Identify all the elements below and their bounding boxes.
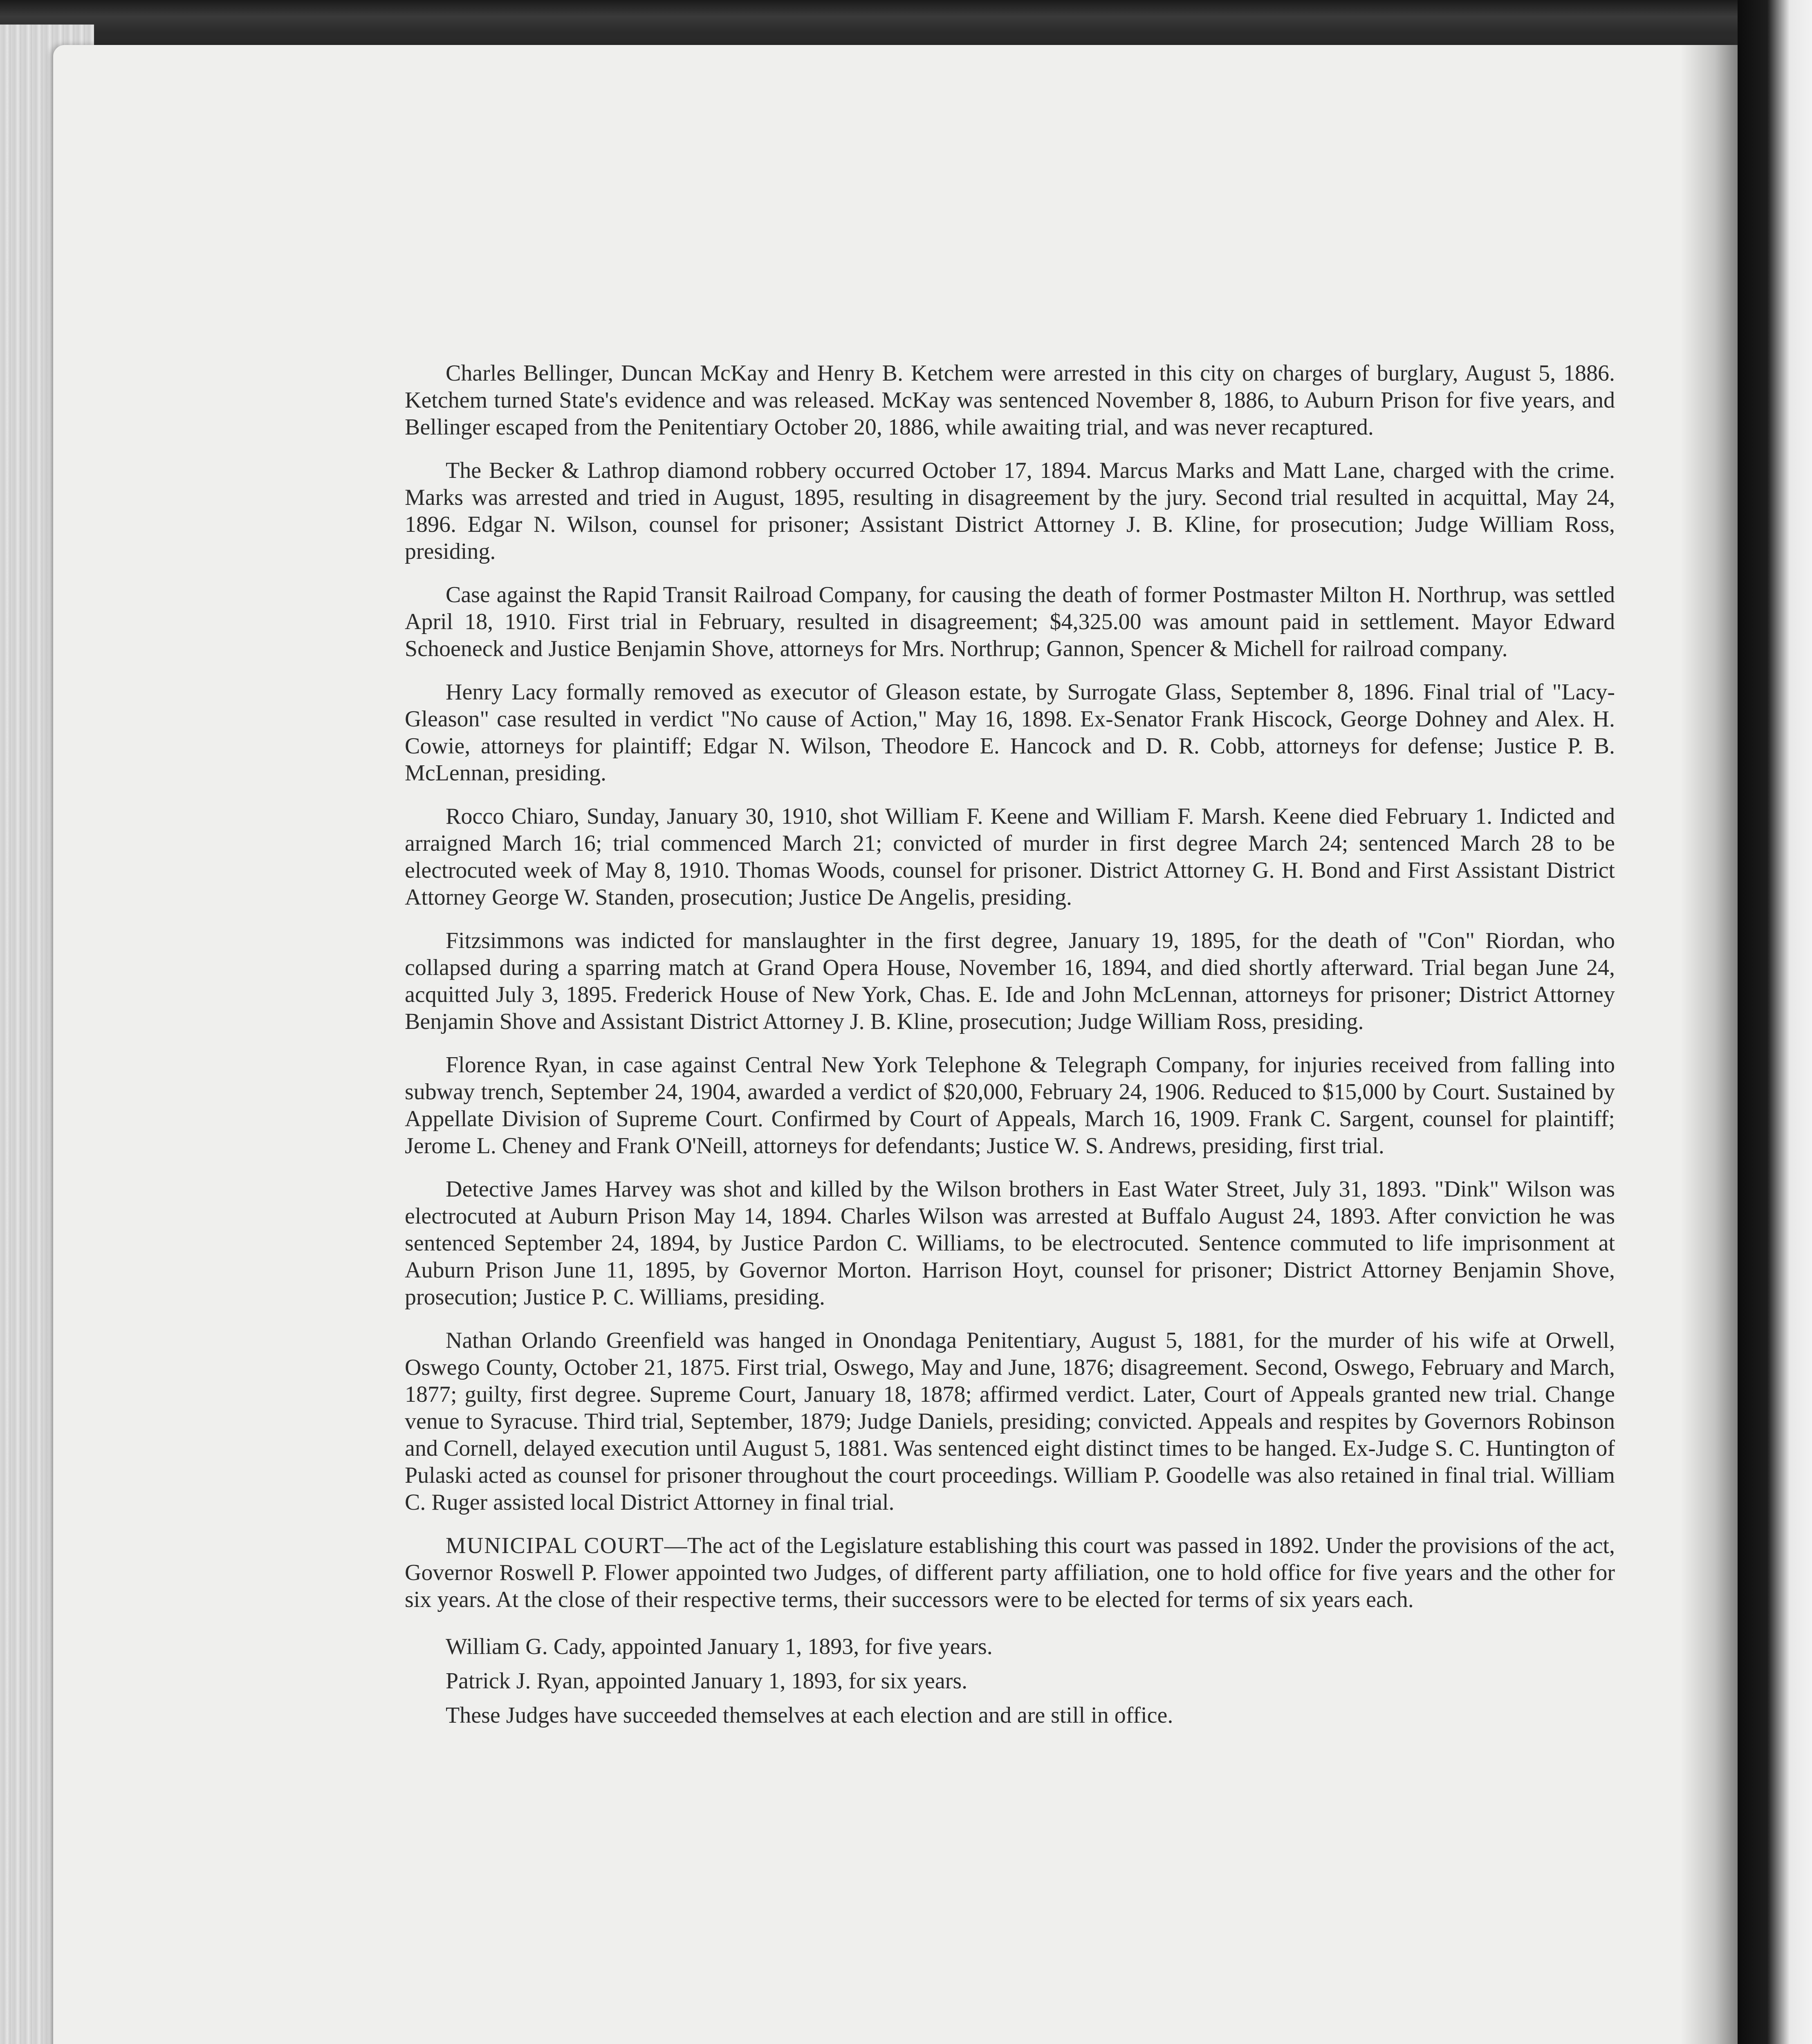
paragraph-greenfield: Nathan Orlando Greenfield was hanged in Onondaga Penitentiary, August 5, 1881, for the murder of his wife at Orwell, Oswego County, October 21, 1875. First trial, Oswego, May and June, 1876; disagreement. Second, Oswego, February and March, 1877; guilty, first degree. Supreme Court, January 18, 1878; affirmed verdict. Later, Court of Appeals granted new trial. Change venue to Syracuse. Third trial, September, 1879; Judge Daniels, presiding; convicted. Appeals and respites by Governors Robinson and Cornell, delayed execution until August 5, 1881. Was sentenced eight distinct times to be hanged. Ex-Judge S. C. Huntington of Pulaski acted as counsel for prisoner throughout the court proceedings. William P. Goodelle was also retained in final trial. William C. Ruger assisted local District Attorney in final trial.	[405, 1328, 1615, 1515]
paragraph-lacy-gleason: Henry Lacy formally removed as executor of Gleason estate, by Surrogate Glass, September 8, 1896. Final trial of "Lacy-Gleason" case resulted in verdict "No cause of Action," May 16, 1898. Ex-Senator Frank Hiscock, George Dohney and Alex. H. Cowie, attorneys for plaintiff; Edgar N. Wilson, Theodore E. Hancock and D. R. Cobb, attorneys for defense; Justice P. B. McLennan, presiding.	[405, 679, 1615, 786]
entry-cady: William G. Cady, appointed January 1, 1893, for five years.	[446, 1634, 993, 1659]
municipal-court-heading: MUNICIPAL COURT	[446, 1533, 664, 1558]
paragraph-municipal-court	[405, 1532, 1615, 1613]
book-spine	[1738, 0, 1812, 2044]
entry-ryan: Patrick J. Ryan, appointed January 1, 1893, for six years.	[446, 1668, 968, 1694]
entry-judges-note: These Judges have succeeded themselves at each election and are still in office.	[446, 1703, 1173, 1728]
paragraph-chiaro: Rocco Chiaro, Sunday, January 30, 1910, shot William F. Keene and William F. Marsh. Keene died February 1. Indicted and arraigned March 16; trial commenced March 21; convicted of murder in first degree March 24; sentenced March 28 to be electrocuted week of May 8, 1910. Thomas Woods, counsel for prisoner. District Attorney G. H. Bond and First Assistant District Attorney George W. Standen, prosecution; Justice De Angelis, presiding.	[405, 804, 1615, 910]
municipal-court-text: —The act of the Legislature establishing this court was passed in 1892. Under the provisions of the act, Governor Roswell P. Flower appointed two Judges, of different party affiliation, one to hold office for five years and the other for six years. At the close of their respective terms, their successors were to be elected for terms of six years each.	[405, 1533, 1615, 1612]
page-body	[405, 360, 1615, 1732]
paragraph-rapid-transit: Case against the Rapid Transit Railroad Company, for causing the death of former Postmaster Milton H. Northrup, was settled April 18, 1910. First trial in February, resulted in disagreement; $4,325.00 was amount paid in settlement. Mayor Edward Schoeneck and Justice Benjamin Shove, attorneys for Mrs. Northrup; Gannon, Spencer & Michell for railroad company.	[405, 582, 1615, 661]
paragraph-harvey: Detective James Harvey was shot and killed by the Wilson brothers in East Water Street, July 31, 1893. "Dink" Wilson was electrocuted at Auburn Prison May 14, 1894. Charles Wilson was arrested at Buffalo August 24, 1893. After conviction he was sentenced September 24, 1894, by Justice Pardon C. Williams, to be electrocuted. Sentence commuted to life imprisonment at Auburn Prison June 11, 1895, by Governor Morton. Harrison Hoyt, counsel for prisoner; District Attorney Benjamin Shove, prosecution; Justice P. C. Williams, presiding.	[405, 1177, 1615, 1310]
page-gutter-shadow	[1680, 45, 1738, 2044]
paragraph-becker-lathrop: The Becker & Lathrop diamond robbery occurred October 17, 1894. Marcus Marks and Matt Lane, charged with the crime. Marks was arrested and tried in August, 1895, resulting in disagreement by the jury. Second trial resulted in acquittal, May 24, 1896. Edgar N. Wilson, counsel for prisoner; Assistant District Attorney J. B. Kline, for prosecution; Judge William Ross, presiding.	[405, 458, 1615, 564]
paragraph-ryan: Florence Ryan, in case against Central New York Telephone & Telegraph Company, for injuries received from falling into subway trench, September 24, 1904, awarded a verdict of $20,000, February 24, 1906. Reduced to $15,000 by Court. Sustained by Appellate Division of Supreme Court. Confirmed by Court of Appeals, March 16, 1909. Frank C. Sargent, counsel for plaintiff; Jerome L. Cheney and Frank O'Neill, attorneys for defendants; Justice W. S. Andrews, presiding, first trial.	[405, 1052, 1615, 1159]
paragraph-fitzsimmons: Fitzsimmons was indicted for manslaughter in the first degree, January 19, 1895, for the death of "Con" Riordan, who collapsed during a sparring match at Grand Opera House, November 16, 1894, and died shortly afterward. Trial began June 24, acquitted July 3, 1895. Frederick House of New York, Chas. E. Ide and John McLennan, attorneys for prisoner; District Attorney Benjamin Shove and Assistant District Attorney J. B. Kline, prosecution; Judge William Ross, presiding.	[405, 928, 1615, 1034]
paragraph-bellinger: Charles Bellinger, Duncan McKay and Henry B. Ketchem were arrested in this city on charges of burglary, August 5, 1886. Ketchem turned State's evidence and was released. McKay was sentenced November 8, 1886, to Auburn Prison for five years, and Bellinger escaped from the Penitentiary October 20, 1886, while awaiting trial, and was never recaptured.	[405, 361, 1615, 440]
